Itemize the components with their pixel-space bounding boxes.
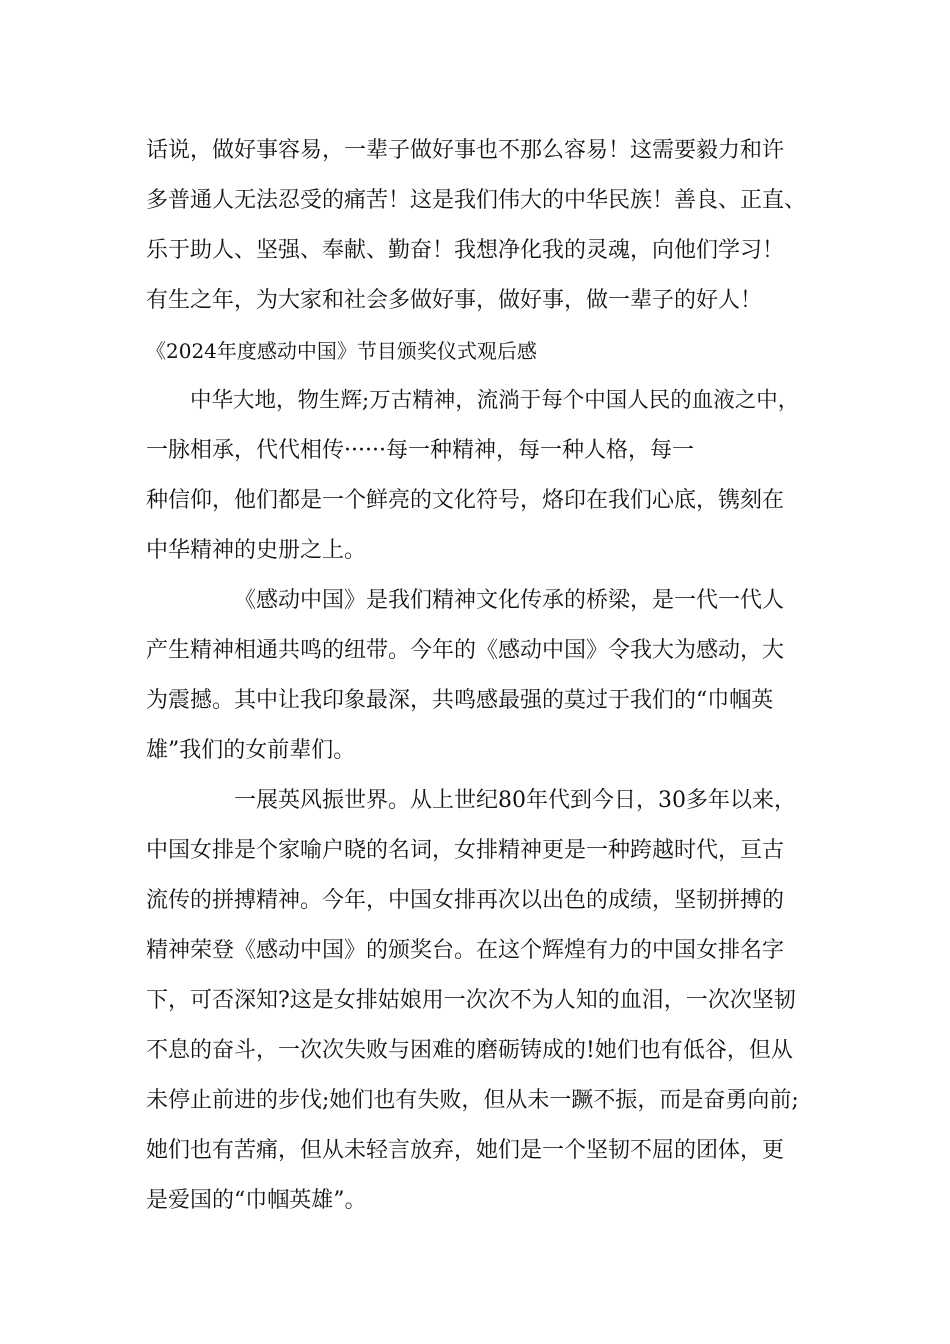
text-line: 流传的拼搏精神。今年，中国女排再次以出色的成绩，坚韧拼搏的	[146, 888, 785, 913]
text-line: 种信仰，他们都是一个鲜亮的文化符号，烙印在我们心底，镌刻在	[146, 488, 785, 513]
text-line: 下，可否深知?这是女排姑娘用一次次不为人知的血泪，一次次坚韧	[146, 988, 796, 1013]
text-line: 多普通人无法忍受的痛苦！这是我们伟大的中华民族！善良、正直、	[146, 188, 807, 213]
text-line: 不息的奋斗，一次次失败与困难的磨砺铸成的!她们也有低谷，但从	[146, 1038, 793, 1063]
text-line: 为震撼。其中让我印象最深，共鸣感最强的莫过于我们的“巾帼英	[146, 688, 774, 713]
text-line: 《感动中国》是我们精神文化传承的桥梁，是一代一代人	[234, 588, 785, 613]
text-line: 精神荣登《感动中国》的颁奖台。在这个辉煌有力的中国女排名字	[146, 938, 785, 963]
text-line: 中华大地，物生辉;万古精神，流淌于每个中国人民的血液之中，	[190, 388, 800, 413]
text-line: 一展英风振世界。从上世纪80年代到今日，30多年以来，	[234, 788, 796, 813]
text-line: 中国女排是个家喻户晓的名词，女排精神更是一种跨越时代，亘古	[146, 838, 785, 863]
section-title: 《2024年度感动中国》节目颁奖仪式观后感	[146, 339, 537, 363]
text-line: 产生精神相通共鸣的纽带。今年的《感动中国》令我大为感动，大	[146, 638, 785, 663]
text-line: 话说，做好事容易，一辈子做好事也不那么容易！这需要毅力和许	[146, 138, 785, 163]
text-line: 中华精神的史册之上。	[146, 538, 367, 563]
text-line: 未停止前进的步伐;她们也有失败，但从未一蹶不振，而是奋勇向前;	[146, 1088, 799, 1113]
text-line: 有生之年，为大家和社会多做好事，做好事，做一辈子的好人！	[146, 288, 763, 313]
text-line: 是爱国的“巾帼英雄”。	[146, 1188, 367, 1213]
text-line: 一脉相承，代代相传······每一种精神，每一种人格，每一	[146, 438, 694, 463]
text-line: 她们也有苦痛，但从未轻言放弃，她们是一个坚韧不屈的团体，更	[146, 1138, 785, 1163]
text-line: 雄”我们的女前辈们。	[146, 738, 356, 763]
text-line: 乐于助人、坚强、奉献、勤奋！我想净化我的灵魂，向他们学习！	[146, 238, 785, 263]
